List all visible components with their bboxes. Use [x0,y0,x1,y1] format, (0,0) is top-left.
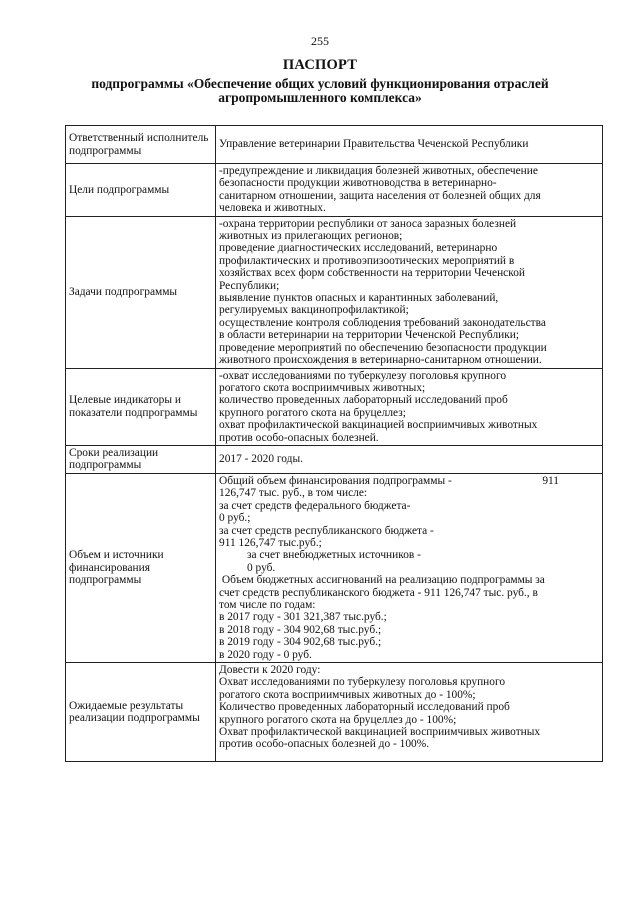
responsible-label: Ответственный исполнитель подпрограммы [69,132,209,157]
row-label [66,445,216,473]
financing-total-text: Общий объем финансирования подпрограммы - [219,474,452,487]
value-line: против особо-опасных болезней. [219,431,379,444]
table-row-indicators [66,368,603,445]
row-label [66,126,216,164]
document-title: ПАСПОРТ [282,57,358,73]
value-line: в 2018 году - 304 902,68 тыс.руб.; [219,623,382,636]
value-line: за счет средств федерального бюджета- [219,499,411,512]
financing-label: Объем и источники финансирования подпрограммы [69,549,164,587]
value-line: безопасности продукции животноводства в ветеринарно- [219,177,497,190]
value-line: в области ветеринарии на территории Чеченской Республики; [219,329,520,342]
value-line: выявление пунктов опасных и карантинных заболеваний, [219,292,499,305]
value-line: человека и животных. [219,202,326,215]
value-line: осуществление контроля соблюдения требований законодательства [219,316,546,329]
financing-total-line [219,475,599,487]
indicators-label: Целевые индикаторы и показатели подпрограммы [69,394,198,419]
value-line: регулируемых вакцинопрофилактикой; [219,304,409,317]
financing-total-amount: 911 [542,474,559,487]
row-value [216,126,603,164]
value-line: проведение мероприятий по обеспечению безопасности продукции [219,341,547,354]
row-label [66,164,216,217]
value-line: охват профилактической вакцинацией восприимчивых животных [219,419,538,432]
value-line: Республики; [219,279,280,292]
page-number: 255 [311,34,329,48]
value-line: Довести к 2020 году: [219,664,321,677]
table-row-responsible [66,126,603,164]
document-subtitle: подпрограммы «Обеспечение общих условий функционирования отраслей агропромышленного комплекса» [91,76,549,105]
value-line: Охват профилактической вакцинацией восприимчивых животных [219,726,541,739]
value-line: рогатого скота восприимчивых животных; [219,381,426,394]
row-label [66,473,216,662]
row-value [216,473,603,662]
value-line: 911 126,747 тыс.руб.; [219,536,322,549]
value-line: 0 руб.; [219,512,251,525]
value-line: профилактических и противоэпизоотических мероприятий в [219,254,515,267]
tasks-label: Задачи подпрограммы [69,285,178,298]
value-line: Количество проведенных лабораторный исследований проб [219,701,510,714]
value-line: животных из прилегающих регионов; [219,230,403,243]
value-line: Управление ветеринарии Правительства Чеченской Республики [219,138,529,151]
row-value [216,445,603,473]
value-line: -охрана территории республики от заноса заразных болезней [219,217,517,230]
table-row-tasks [66,216,603,368]
timeline-label: Сроки реализации подпрограммы [69,447,159,472]
value-line: в 2017 году - 301 321,387 тыс.руб.; [219,611,387,624]
row-value [216,216,603,368]
value-line: рогатого скота восприимчивых животных до - 100%; [219,688,476,701]
value-line: -охват исследованиями по туберкулезу поголовья крупного [219,369,507,382]
value-line: том числе по годам: [219,599,316,611]
value-line: за счет средств республиканского бюджета - [219,524,434,537]
passport-table [65,125,603,762]
table-row-goals [66,164,603,217]
row-value [216,164,603,217]
value-line: 0 руб. [247,561,276,574]
row-value [216,663,603,762]
value-line: 2017 - 2020 годы. [219,453,303,466]
row-label [66,663,216,762]
value-line: хозяйствах всех форм собственности на территории Чеченской [219,267,525,280]
value-line: в 2019 году - 304 902,68 тыс.руб.; [219,636,382,649]
row-label [66,216,216,368]
row-value [216,368,603,445]
value-line: количество проведенных лабораторный исследований проб [219,394,508,407]
value-line: крупного рогатого скота на бруцеллез до - 100%; [219,713,457,726]
value-line: счет средств республиканского бюджета - 911 126,747 тыс. руб., в [219,586,538,599]
value-line: санитарном отношении, защита населения от болезней общих для [219,189,541,202]
value-line: крупного рогатого скота на бруцеллез; [219,406,406,419]
value-line: проведение диагностических исследований, ветеринарно [219,242,498,255]
value-line: Объем бюджетных ассигнований на реализацию подпрограммы за [219,574,545,587]
value-line: 126,747 тыс. руб., в том числе: [219,487,368,500]
results-label: Ожидаемые результаты реализации подпрограммы [69,699,200,724]
row-label [66,368,216,445]
value-line: против особо-опасных болезней до - 100%. [219,738,430,751]
value-line: в 2020 году - 0 руб. [219,648,312,661]
value-line: -предупреждение и ликвидация болезней животных, обеспечение [219,165,538,177]
table-row-results [66,663,603,762]
table-row-timeline [66,445,603,473]
value-line: Охват исследованиями по туберкулезу поголовья крупного [219,676,506,689]
value-line: животного происхождения в ветеринарно-санитарном отношении. [219,354,542,367]
table-row-financing [66,473,603,662]
goals-label: Цели подпрограммы [69,183,170,196]
value-line: за счет внебюджетных источников - [247,549,421,562]
